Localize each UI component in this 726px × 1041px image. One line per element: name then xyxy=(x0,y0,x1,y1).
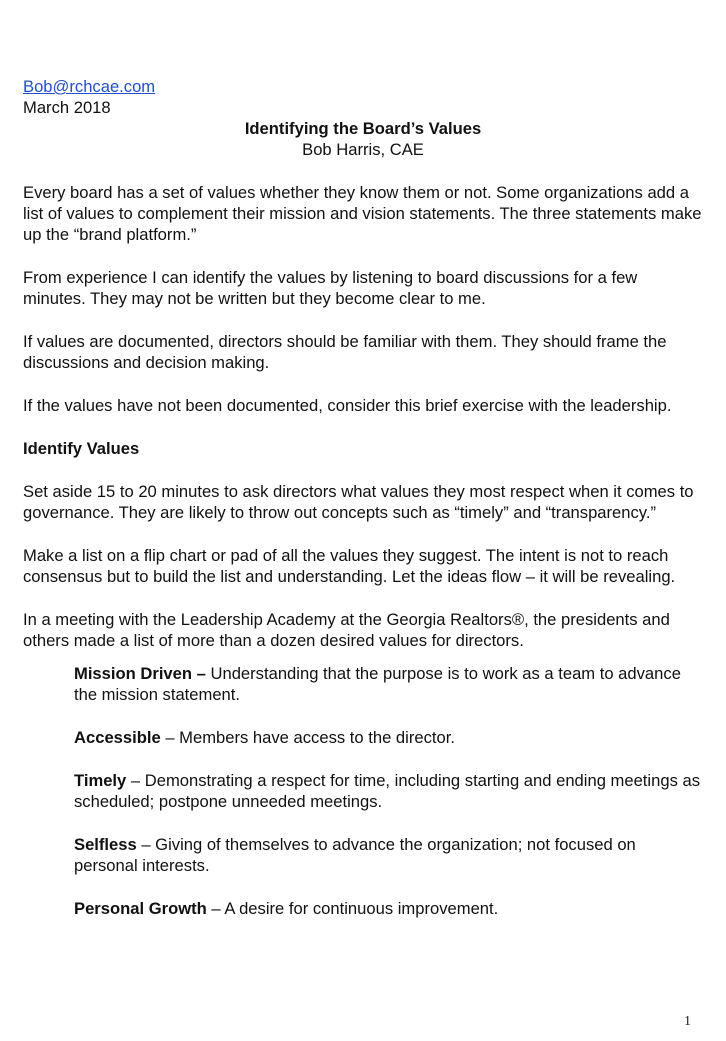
paragraph-set-aside: Set aside 15 to 20 minutes to ask directors what values they most respect when it comes to governance. They are likely to throw out concepts such as “timely” and “transparency.” xyxy=(23,482,694,522)
value-description: – Members have access to the director. xyxy=(160,728,455,747)
list-item xyxy=(74,898,703,919)
value-term: Personal Growth xyxy=(74,899,207,918)
paragraph-meeting: In a meeting with the Leadership Academy at the Georgia Realtors®, the presidents and others made a list of more than a dozen desired values for directors. xyxy=(23,610,670,650)
value-description: – Giving of themselves to advance the organization; not focused on personal interests. xyxy=(74,835,636,875)
values-list xyxy=(74,663,703,919)
paragraph-documented: If values are documented, directors should be familiar with them. They should frame the discussions and decision making. xyxy=(23,332,667,372)
document-author: Bob Harris, CAE xyxy=(302,140,424,159)
page-number: 1 xyxy=(684,1014,691,1029)
list-item xyxy=(74,727,703,748)
section-heading: Identify Values xyxy=(23,439,140,458)
value-term: Selfless xyxy=(74,835,137,854)
value-term: Accessible xyxy=(74,728,161,747)
list-item xyxy=(74,834,703,876)
value-term: Timely xyxy=(74,771,127,790)
document-date: March 2018 xyxy=(23,98,111,117)
paragraph-not-documented: If the values have not been documented, consider this brief exercise with the leadership. xyxy=(23,396,672,415)
author-email-link[interactable]: Bob@rchcae.com xyxy=(23,77,156,96)
value-description: Understanding that the purpose is to work as a team to advance the mission statement. xyxy=(74,664,681,704)
paragraph-experience: From experience I can identify the values by listening to board discussions for a few minutes. They may not be written but they become clear to me. xyxy=(23,268,638,308)
paragraph-make-list: Make a list on a flip chart or pad of all the values they suggest. The intent is not to reach consensus but to build the list and understanding. Let the ideas flow – it will be revealing. xyxy=(23,546,676,586)
list-item xyxy=(74,770,703,812)
value-description: – Demonstrating a respect for time, including starting and ending meetings as scheduled; postpone unneeded meetings. xyxy=(74,771,700,811)
list-item xyxy=(74,663,703,705)
document-title: Identifying the Board’s Values xyxy=(244,119,482,138)
paragraph-intro: Every board has a set of values whether they know them or not. Some organizations add a list of values to complement their mission and vision statements. The three statements make up the “brand platform.” xyxy=(23,183,702,244)
title-block xyxy=(23,118,703,160)
document-page xyxy=(23,76,703,936)
value-description: – A desire for continuous improvement. xyxy=(206,899,499,918)
value-term: Mission Driven – xyxy=(74,664,211,683)
